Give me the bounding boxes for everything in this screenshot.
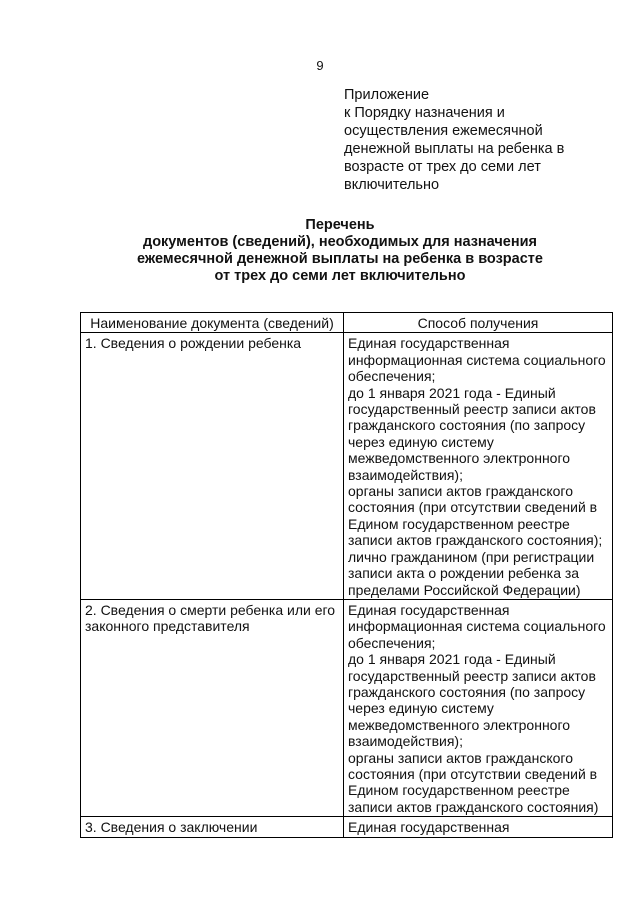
document-name-cell (81, 817, 344, 837)
document-name-line: 2. Сведения о смерти ребенка или его (85, 601, 336, 618)
document-name-cell (81, 333, 344, 600)
page-number: 9 (316, 58, 324, 73)
method-line: взаимодействия); (348, 466, 463, 483)
method-cell (344, 599, 613, 816)
document-title (60, 217, 620, 285)
documents-table (80, 312, 613, 838)
appendix-line: осуществления ежемесячной (344, 123, 543, 139)
method-line: лично гражданином (при регистрации (348, 548, 595, 565)
method-line: Едином государственном реестре (348, 515, 570, 532)
method-line: записи акта о рождении ребенка за (348, 565, 580, 582)
method-line: через единую систему (348, 433, 494, 450)
method-cell (344, 817, 613, 837)
title-line: документов (сведений), необходимых для назначения (142, 234, 538, 250)
method-line: обеспечения; (348, 368, 436, 385)
method-line: информационная система социального (348, 351, 606, 368)
method-line: межведомственного электронного (348, 450, 571, 467)
appendix-note (344, 86, 604, 194)
method-line: Едином государственном реестре (348, 782, 570, 799)
method-line: органы записи актов гражданского (348, 749, 573, 766)
table-row (81, 333, 613, 600)
title-line: от трех до семи лет включительно (214, 268, 466, 284)
method-line: состояния (при отсутствии сведений в (348, 765, 598, 782)
column-header-method: Способ получения (344, 313, 613, 333)
method-line: гражданского состояния (по запросу (348, 683, 586, 700)
method-line: информационная система социального (348, 618, 606, 635)
title-line: ежемесячной денежной выплаты на ребенка в возрасте (137, 251, 543, 267)
method-line: записи актов гражданского состояния) (348, 798, 599, 815)
appendix-line: возрасте от трех до семи лет (344, 159, 541, 175)
method-cell (344, 333, 613, 600)
method-line: Единая государственная (348, 819, 510, 836)
method-line: гражданского состояния (по запросу (348, 417, 586, 434)
method-line: взаимодействия); (348, 733, 463, 750)
column-header-document-name: Наименование документа (сведений) (81, 313, 344, 333)
appendix-line: Приложение (344, 87, 430, 103)
method-line: обеспечения; (348, 634, 436, 651)
table-row (81, 599, 613, 816)
title-line: Перечень (305, 217, 375, 233)
method-line: записи актов гражданского состояния); (348, 532, 603, 549)
table-header-row (81, 313, 613, 333)
method-line: государственный реестр записи актов (348, 667, 596, 684)
method-line: межведомственного электронного (348, 716, 571, 733)
document-name: 1. Сведения о рождении ребенка (85, 335, 302, 352)
table-row (81, 817, 613, 837)
method-line: пределами Российской Федерации) (348, 581, 581, 598)
document-name-line: законного представителя (85, 618, 250, 635)
document-name: 3. Сведения о заключении (85, 819, 258, 836)
method-line: Единая государственная (348, 601, 510, 618)
method-line: до 1 января 2021 года - Единый (348, 384, 556, 401)
method-line: через единую систему (348, 700, 494, 717)
method-line: государственный реестр записи актов (348, 401, 596, 418)
method-line: до 1 января 2021 года - Единый (348, 651, 556, 668)
appendix-line: включительно (344, 177, 440, 193)
method-line: состояния (при отсутствии сведений в (348, 499, 598, 516)
appendix-line: денежной выплаты на ребенка в (344, 141, 565, 157)
document-name-cell (81, 599, 344, 816)
method-line: Единая государственная (348, 335, 510, 352)
appendix-line: к Порядку назначения и (344, 105, 505, 121)
method-line: органы записи актов гражданского (348, 483, 573, 500)
